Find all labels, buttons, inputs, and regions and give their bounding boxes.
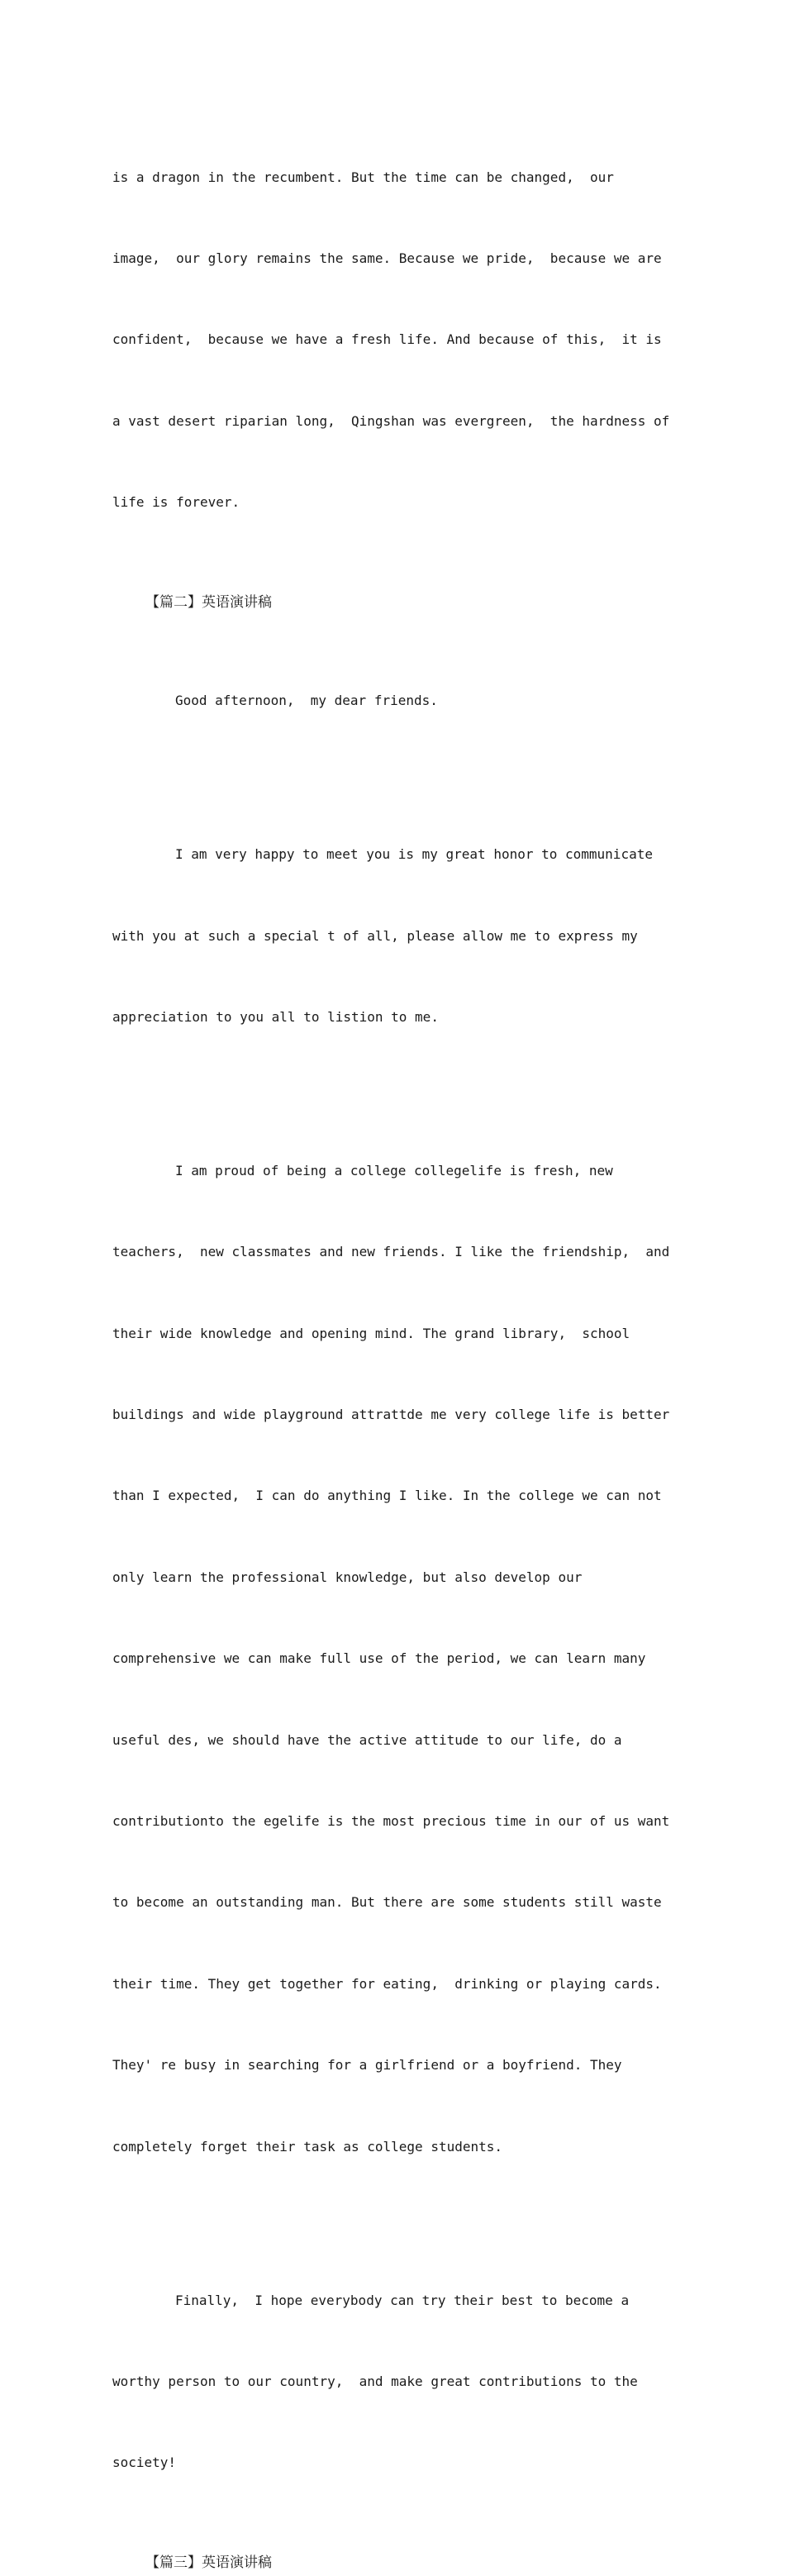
text-line: only learn the professional knowledge, but also develop our bbox=[112, 1569, 583, 1585]
text-line: They' re busy in searching for a girlfriend or a boyfriend. They bbox=[112, 2057, 622, 2074]
text-line: appreciation to you all to listion to me. bbox=[112, 1008, 439, 1025]
text-line: than I expected, I can do anything I like. In the college we can not bbox=[112, 1488, 662, 1504]
section-heading-3: 【篇三】英语演讲稿 bbox=[145, 2554, 272, 2571]
text-line: their time. They get together for eating, drinking or playing cards. bbox=[112, 1975, 662, 1992]
text-line: with you at such a special t of all, please allow me to express my bbox=[112, 927, 638, 944]
paragraph-3 bbox=[112, 788, 674, 1086]
text-line: a vast desert riparian long, Qingshan was evergreen, the hardness of bbox=[112, 412, 670, 429]
text-line: life is forever. bbox=[112, 494, 240, 511]
text-line: image, our glory remains the same. Because we pride, because we are bbox=[112, 250, 662, 266]
paragraph-greeting bbox=[112, 634, 674, 769]
text-line: worthy person to our country, and make great contributions to the bbox=[112, 2373, 638, 2389]
text-line: buildings and wide playground attrattde me very college life is better bbox=[112, 1407, 670, 1423]
paragraph-5 bbox=[112, 2233, 674, 2531]
text-line: completely forget their task as college students. bbox=[112, 2138, 503, 2155]
text-line: comprehensive we can make full use of the period, we can learn many bbox=[112, 1650, 646, 1667]
text-line: useful des, we should have the active attitude to our life, do a bbox=[112, 1731, 622, 1748]
text-line: Good afternoon, my dear friends. bbox=[175, 693, 438, 709]
text-line: I am very happy to meet you is my great honor to communicate bbox=[175, 846, 653, 863]
text-line: society! bbox=[112, 2455, 177, 2471]
text-line: is a dragon in the recumbent. But the time can be changed, our bbox=[112, 169, 614, 185]
text-line: to become an outstanding man. But there are some students still waste bbox=[112, 1894, 662, 1911]
section-heading-2: 【篇二】英语演讲稿 bbox=[145, 593, 272, 611]
text-line: confident, because we have a fresh life. And because of this, it is bbox=[112, 331, 662, 348]
text-line: I am proud of being a college collegelife is fresh, new bbox=[175, 1162, 613, 1178]
text-line: their wide knowledge and opening mind. The grand library, school bbox=[112, 1325, 630, 1341]
paragraph-1 bbox=[112, 110, 674, 571]
text-line: teachers, new classmates and new friends. I like the friendship, and bbox=[112, 1244, 670, 1260]
text-line: contributionto the egelife is the most precious time in our of us want bbox=[112, 1813, 670, 1830]
document-body bbox=[112, 110, 674, 2576]
paragraph-4 bbox=[112, 1103, 674, 2215]
text-line: Finally, I hope everybody can try their best to become a bbox=[175, 2292, 630, 2308]
